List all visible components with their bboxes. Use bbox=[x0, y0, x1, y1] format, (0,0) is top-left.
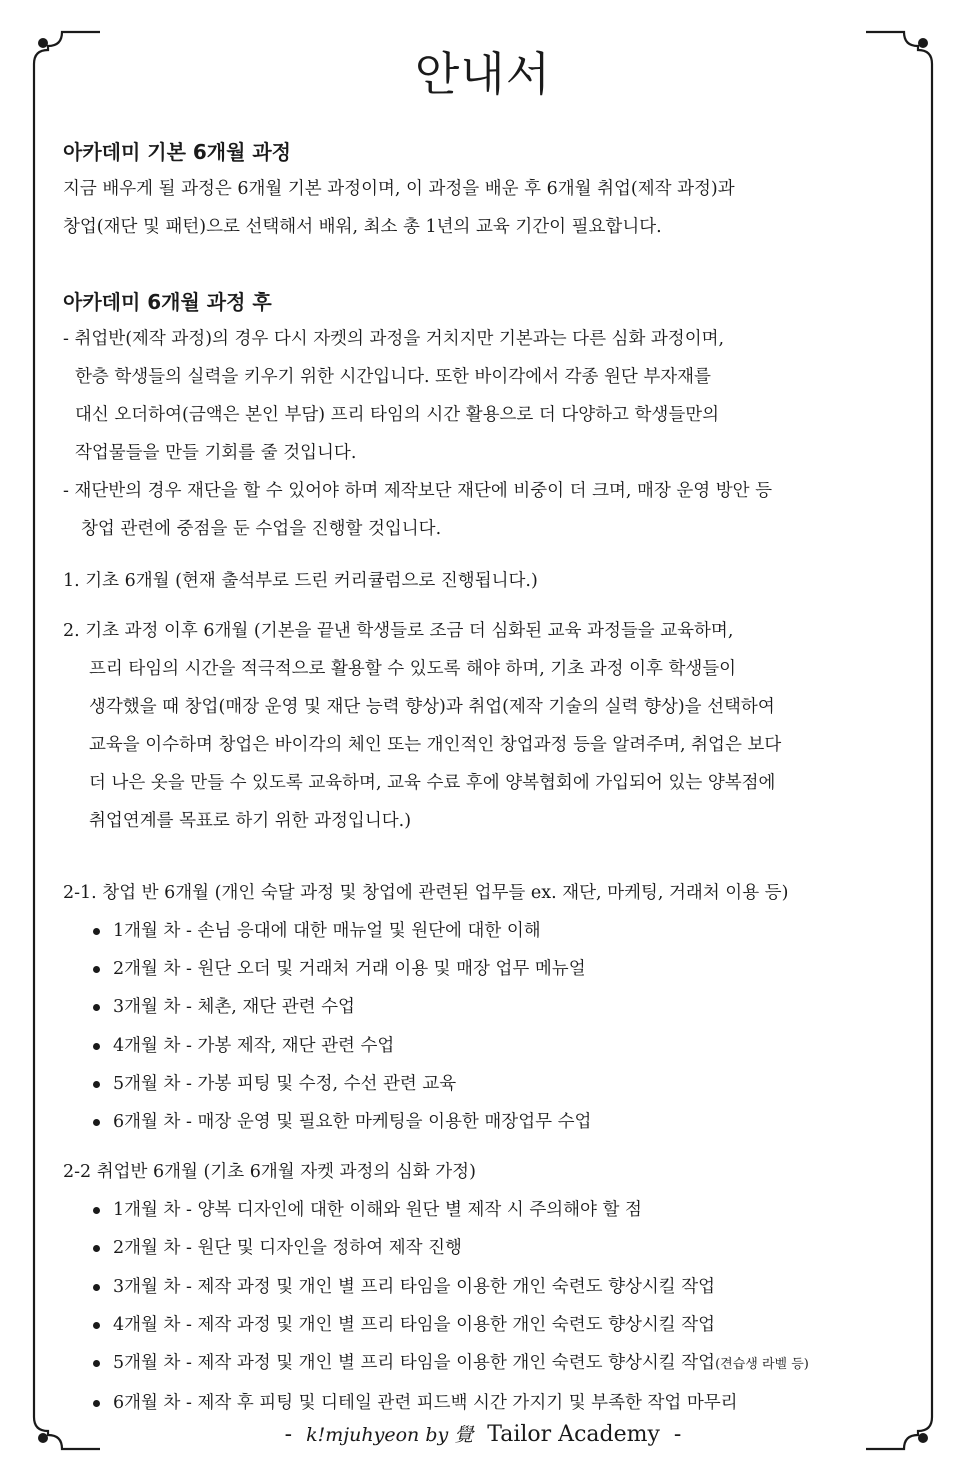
footer-brand: k!mjuhyeon by 覺 bbox=[306, 1424, 474, 1446]
section2-line: 대신 오더하여(금액은 본인 부담) 프리 타임의 시간 활용으로 더 다양하고 학생들만의 bbox=[75, 405, 720, 425]
item2-line: 2. 기초 과정 이후 6개월 (기본을 끝낸 학생들로 조금 더 심화된 교육 과정들을 교육하며, bbox=[63, 621, 734, 641]
item2-line: 생각했을 때 창업(매장 운영 및 재단 능력 향상)과 취업(제작 기술의 실력 향상)을 선택하여 bbox=[89, 697, 775, 717]
section2-line: - 재단반의 경우 재단을 할 수 있어야 하며 제작보단 재단에 비중이 더 크며, 매장 운영 방안 등 bbox=[63, 481, 773, 501]
list-item: 6개월 차 - 매장 운영 및 필요한 마케팅을 이용한 매장업무 수업 bbox=[63, 1103, 923, 1141]
list-item: 4개월 차 - 가봉 제작, 재단 관련 수업 bbox=[63, 1027, 923, 1065]
list-item: 4개월 차 - 제작 과정 및 개인 별 프리 타임을 이용한 개인 숙련도 향상시킬 작업 bbox=[63, 1306, 923, 1344]
list-item: 1개월 차 - 양복 디자인에 대한 이해와 원단 별 제작 시 주의해야 할 점 bbox=[63, 1191, 923, 1229]
list-item: 5개월 차 - 가봉 피팅 및 수정, 수선 관련 교육 bbox=[63, 1065, 923, 1103]
list-item: 6개월 차 - 제작 후 피팅 및 디테일 관련 피드백 시간 가지기 및 부족한 작업 마무리 bbox=[63, 1384, 923, 1422]
section2-line: 창업 관련에 중점을 둔 수업을 진행할 것입니다. bbox=[81, 519, 442, 539]
bullet-icon bbox=[93, 1119, 100, 1126]
bullet-note: (견습생 라벨 등) bbox=[715, 1357, 809, 1373]
document-body bbox=[63, 134, 923, 1422]
section2-line: - 취업반(제작 과정)의 경우 다시 자켓의 과정을 거치지만 기본과는 다른 심화 과정이며, bbox=[63, 329, 725, 349]
list-item: 2개월 차 - 원단 오더 및 거래처 거래 이용 및 매장 업무 메뉴얼 bbox=[63, 950, 923, 988]
section2-line: 작업물들을 만들 기회를 줄 것입니다. bbox=[75, 443, 357, 463]
section2-line: 한층 학생들의 실력을 키우기 위한 시간입니다. 또한 바이각에서 각종 원단 부자재를 bbox=[75, 367, 711, 387]
list-item: 5개월 차 - 제작 과정 및 개인 별 프리 타임을 이용한 개인 숙련도 향상시킬 작업(견습생 라벨 등) bbox=[63, 1344, 923, 1384]
section1-line: 지금 배우게 될 과정은 6개월 기본 과정이며, 이 과정을 배운 후 6개월 취업(제작 과정)과 bbox=[63, 179, 735, 199]
item2-line: 더 나은 옷을 만들 수 있도록 교육하며, 교육 수료 후에 양복협회에 가입되어 있는 양복점에 bbox=[89, 773, 776, 793]
bullet-icon bbox=[93, 1081, 100, 1088]
list-item: 3개월 차 - 체촌, 재단 관련 수업 bbox=[63, 988, 923, 1026]
footer-dash-left: - bbox=[284, 1422, 293, 1447]
footer-name: Tailor Academy bbox=[487, 1422, 660, 1447]
item2-line: 교육을 이수하며 창업은 바이각의 체인 또는 개인적인 창업과정 등을 알려주며, 취업은 보다 bbox=[89, 735, 782, 755]
bullet-icon bbox=[93, 1284, 100, 1291]
bullet-icon bbox=[93, 928, 100, 935]
item21-heading: 2-1. 창업 반 6개월 (개인 숙달 과정 및 창업에 관련된 업무들 ex. 재단, 마케팅, 거래처 이용 등) bbox=[63, 883, 789, 903]
item2-line: 프리 타임의 시간을 적극적으로 활용할 수 있도록 해야 하며, 기초 과정 이후 학생들이 bbox=[89, 659, 737, 679]
bullet-icon bbox=[93, 1322, 100, 1329]
page-title: 안내서 bbox=[414, 47, 552, 101]
section2-heading: 아카데미 6개월 과정 후 bbox=[63, 290, 272, 314]
item2-line: 취업연계를 목표로 하기 위한 과정입니다.) bbox=[89, 811, 412, 831]
bullet-icon bbox=[93, 1360, 100, 1367]
item1-line: 1. 기초 6개월 (현재 출석부로 드린 커리큘럼으로 진행됩니다.) bbox=[63, 571, 538, 591]
list-item: 2개월 차 - 원단 및 디자인을 정하여 제작 진행 bbox=[63, 1229, 923, 1267]
section1-heading: 아카데미 기본 6개월 과정 bbox=[63, 140, 292, 164]
footer-dash-right: - bbox=[673, 1422, 682, 1447]
list-item: 3개월 차 - 제작 과정 및 개인 별 프리 타임을 이용한 개인 숙련도 향상시킬 작업 bbox=[63, 1268, 923, 1306]
section1-line: 창업(재단 및 패턴)으로 선택해서 배워, 최소 총 1년의 교육 기간이 필요합니다. bbox=[63, 217, 662, 237]
bullet-icon bbox=[93, 1043, 100, 1050]
item22-heading: 2-2 취업반 6개월 (기초 6개월 자켓 과정의 심화 가정) bbox=[63, 1162, 476, 1183]
list-item: 1개월 차 - 손님 응대에 대한 매뉴얼 및 원단에 대한 이해 bbox=[63, 912, 923, 950]
footer-signature bbox=[0, 1420, 966, 1447]
